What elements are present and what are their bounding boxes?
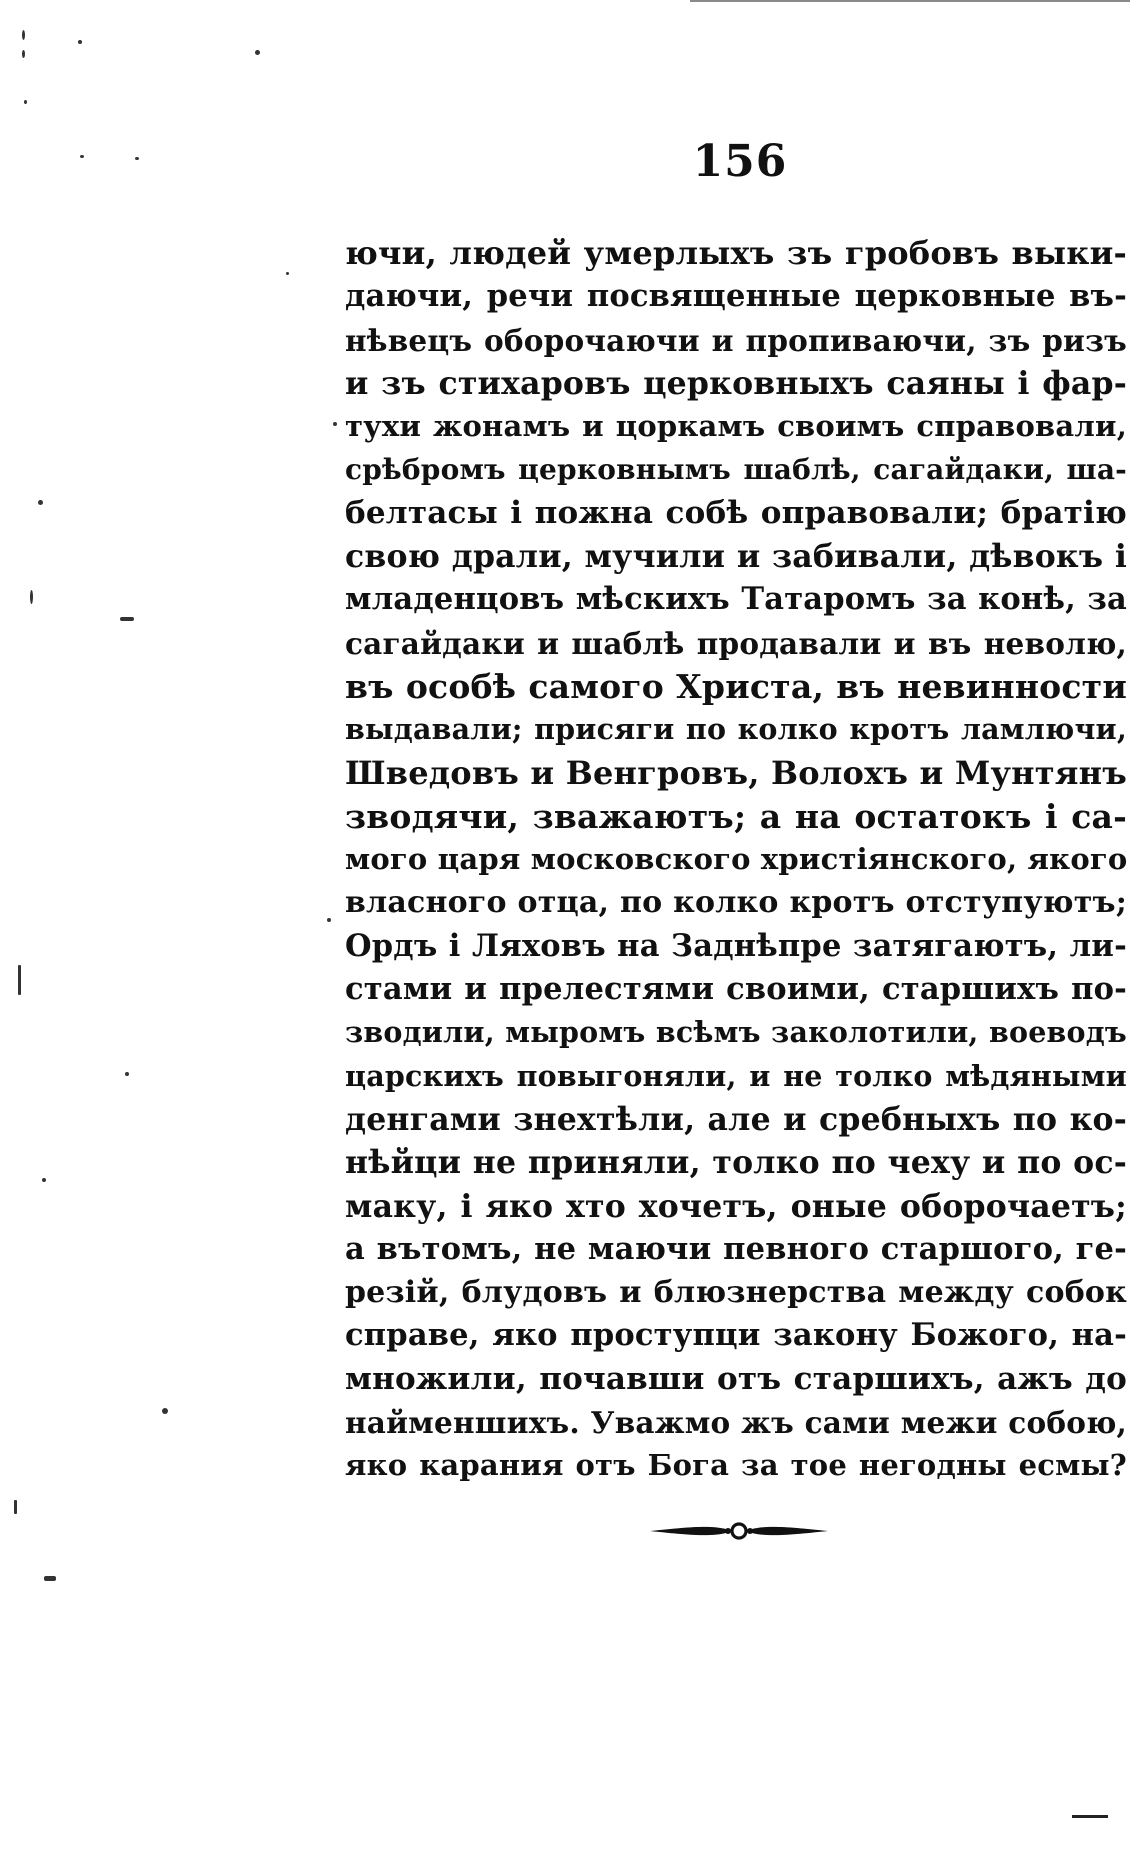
bottom-edge-mark xyxy=(1072,1815,1108,1818)
body-text xyxy=(345,232,1127,1488)
page-number: 156 xyxy=(692,136,788,187)
end-ornament-icon xyxy=(648,1518,830,1544)
scan-speck xyxy=(18,965,21,995)
text-line: белтасы і пожна собѣ оправовали; братію xyxy=(345,494,1127,531)
text-line: ючи, людей умерлыхъ зъ гробовъ выки- xyxy=(345,234,1127,272)
text-line: резій, блудовъ и блюзнерства между собок xyxy=(345,1275,1127,1311)
text-line: сагайдаки и шаблѣ продавали и въ неволю, xyxy=(345,625,1127,661)
text-line: и зъ стихаровъ церковныхъ саяны і фар- xyxy=(345,364,1127,402)
text-line: зводячи, зважаютъ; а на остатокъ і са- xyxy=(345,796,1127,836)
scan-speck xyxy=(24,100,27,104)
scan-speck xyxy=(286,272,289,275)
scan-speck xyxy=(78,40,82,44)
text-line: нѣйци не приняли, толко по чеху и по ос- xyxy=(345,1144,1127,1182)
text-line: мого царя московского христіянского, якого xyxy=(345,842,1128,877)
scan-speck xyxy=(22,50,25,58)
text-line: младенцовъ мѣскихъ Татаромъ за конѣ, за xyxy=(345,581,1127,618)
text-line: справе, яко проступци закону Божого, на- xyxy=(345,1317,1127,1354)
text-line: нѣвецъ оборочаючи и пропиваючи, зъ ризъ xyxy=(345,322,1127,358)
text-line: денгами знехтѣли, але и сребныхъ по ко- xyxy=(345,1100,1127,1138)
scan-speck xyxy=(14,1500,17,1514)
text-line: стами и прелестями своими, старшихъ по- xyxy=(345,971,1127,1008)
text-line: Шведовъ и Венгровъ, Волохъ и Мунтянъ xyxy=(345,753,1127,792)
text-line: яко карания отъ Бога за тое негодны есмы? xyxy=(345,1448,1127,1483)
scan-speck xyxy=(22,30,25,40)
top-edge-rule xyxy=(690,0,1130,2)
text-line: свою драли, мучили и забивали, дѣвокъ і xyxy=(345,538,1127,576)
text-line: зводили, мыромъ всѣмъ заколотили, воеводъ xyxy=(345,1015,1127,1050)
text-line: выдавали; присяги по колко кротъ ламлючи, xyxy=(345,712,1127,747)
text-line: срѣбромъ церковнымъ шаблѣ, сагайдаки, ша- xyxy=(345,453,1127,487)
text-line: власного отца, по колко кротъ отступуютъ; xyxy=(345,885,1127,921)
text-line: а вътомъ, не маючи певного старшого, ге- xyxy=(345,1230,1127,1267)
scan-speck xyxy=(44,1576,56,1581)
scan-speck xyxy=(333,422,337,426)
text-line: маку, і яко хто хочетъ, оные оборочаетъ; xyxy=(345,1187,1127,1225)
scan-speck xyxy=(42,1178,46,1182)
scan-speck xyxy=(80,155,84,158)
scan-speck xyxy=(125,1072,129,1076)
text-line: Ордъ і Ляховъ на Заднѣпре затягаютъ, ли- xyxy=(345,927,1127,964)
scan-speck xyxy=(135,157,139,160)
text-line: даючи, речи посвященные церковные въ- xyxy=(345,278,1127,315)
scan-speck xyxy=(120,617,134,621)
scan-speck xyxy=(30,590,33,604)
text-line: найменшихъ. Уважмо жъ сами межи собою, xyxy=(345,1405,1127,1441)
scan-speck xyxy=(327,918,331,922)
text-line: въ особѣ самого Христа, въ невинности xyxy=(345,666,1127,706)
scan-speck xyxy=(255,50,260,55)
text-line: царскихъ повыгоняли, и не толко мѣдяными xyxy=(345,1058,1127,1093)
text-line: тухи жонамъ и цоркамъ своимъ справовали, xyxy=(345,409,1127,444)
scan-speck xyxy=(162,1408,168,1414)
scan-speck xyxy=(38,500,43,505)
text-line: множили, почавши отъ старшихъ, ажъ до xyxy=(345,1360,1127,1397)
